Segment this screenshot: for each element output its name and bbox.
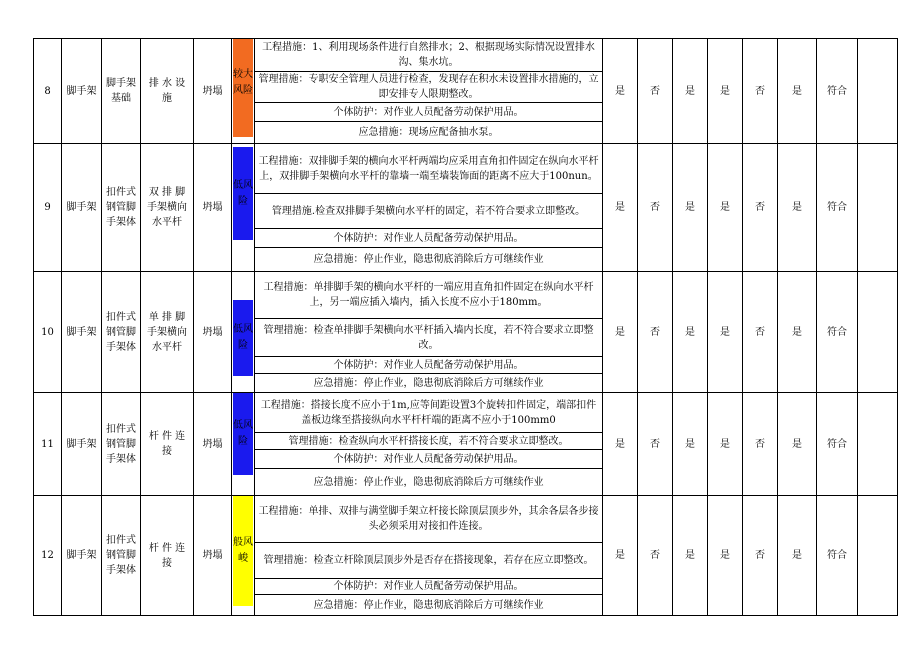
risk-table <box>33 38 898 616</box>
measure-engineering: 工程措施：单排脚手架的横向水平杆的一端应用直角扣件固定在纵向水平杆上，另一端应插入墙内，插入长度不应小于180mm。 <box>255 272 603 319</box>
measure-ppe: 个体防护：对作业人员配备劳动保护用品。 <box>255 229 603 248</box>
check-value-6: 是 <box>778 393 817 496</box>
subcategory-cell: 扣件式钢管脚手架体 <box>102 144 141 272</box>
check-value-4: 是 <box>708 144 743 272</box>
check-item-cell: 单 排 脚手架横向水平杆 <box>141 272 194 393</box>
hazard-cell: 坍塌 <box>194 272 232 393</box>
measure-management: 管理措施：检查单排脚手架横向水平杆插入墙内长度，若不符合要求立即整改。 <box>255 319 603 357</box>
measure-management: 管理措施.检查双排脚手架横向水平杆的固定，若不符合要求立即整改。 <box>255 194 603 229</box>
remark-cell <box>858 144 898 272</box>
table-row <box>34 39 898 72</box>
check-value-5: 否 <box>743 144 778 272</box>
remark-cell <box>858 272 898 393</box>
hazard-cell: 坍塌 <box>194 39 232 144</box>
check-value-5: 否 <box>743 39 778 144</box>
remark-cell <box>858 393 898 496</box>
check-item-cell: 杆 件 连接 <box>141 496 194 616</box>
hazard-cell: 坍塌 <box>194 144 232 272</box>
category-cell: 脚手架 <box>62 39 102 144</box>
check-item-cell: 杆 件 连接 <box>141 393 194 496</box>
result-cell: 符合 <box>817 144 858 272</box>
row-number: 9 <box>34 144 62 272</box>
table-row <box>34 393 898 433</box>
measure-management: 管理措施：检查纵向水平杆搭接长度，若不符合要求立即整改。 <box>255 433 603 450</box>
measure-engineering: 工程措施：单排、双排与满堂脚手架立杆接长除顶层顶步外，其余各层各步接头必须采用对接扣件连接。 <box>255 496 603 543</box>
check-value-2: 否 <box>638 393 673 496</box>
measure-engineering: 工程措施：搭接长度不应小于1m,应等间距设置3个旋转扣件固定，端部扣件盖板边缘至搭接纵向水平杆杆端的距离不应小于100mm0 <box>255 393 603 433</box>
result-cell: 符合 <box>817 39 858 144</box>
check-value-3: 是 <box>673 272 708 393</box>
measure-emergency: 应急措施：停止作业，隐患彻底消除后方可继续作业 <box>255 248 603 272</box>
row-number: 12 <box>34 496 62 616</box>
measure-engineering: 工程措施：1、利用现场条件进行自然排水；2、根据现场实际情况设置排水沟、集水坑。 <box>255 39 603 72</box>
result-cell: 符合 <box>817 496 858 616</box>
measure-ppe: 个体防护：对作业人员配备劳动保护用品。 <box>255 357 603 374</box>
risk-level-badge: 低风险 <box>233 300 253 376</box>
category-cell: 脚手架 <box>62 144 102 272</box>
measure-engineering: 工程措施：双排脚手架的横向水平杆两端均应采用直角扣件固定在纵向水平杆上，双排脚手架横向水平杆的靠墙一端至墙装饰面的距离不应大于100nun。 <box>255 144 603 194</box>
risk-level-badge: 低风险 <box>233 393 253 475</box>
table-row <box>34 272 898 319</box>
subcategory-cell: 脚手架基础 <box>102 39 141 144</box>
measure-emergency: 应急措施：现场应配备抽水泵。 <box>255 122 603 144</box>
measure-ppe: 个体防护：对作业人员配备劳动保护用品。 <box>255 450 603 469</box>
risk-level-cell <box>232 496 255 616</box>
risk-level-cell <box>232 272 255 393</box>
check-value-6: 是 <box>778 496 817 616</box>
check-value-1: 是 <box>603 144 638 272</box>
check-value-2: 否 <box>638 272 673 393</box>
subcategory-cell: 扣件式钢管脚手架体 <box>102 496 141 616</box>
check-value-1: 是 <box>603 272 638 393</box>
check-value-3: 是 <box>673 393 708 496</box>
row-number: 11 <box>34 393 62 496</box>
table-row <box>34 144 898 194</box>
measure-emergency: 应急措施：停止作业，隐患彻底消除后方可继续作业 <box>255 374 603 393</box>
risk-level-badge: 低风险 <box>233 147 253 240</box>
remark-cell <box>858 39 898 144</box>
measure-management: 管理措施：专职安全管理人员进行检查，发现存在积水未设置排水措施的，立即安排专人限期整改。 <box>255 72 603 103</box>
check-value-4: 是 <box>708 272 743 393</box>
check-value-3: 是 <box>673 144 708 272</box>
risk-level-cell <box>232 39 255 144</box>
check-value-6: 是 <box>778 39 817 144</box>
hazard-cell: 坍塌 <box>194 496 232 616</box>
check-item-cell: 双 排 脚手架横向水平杆 <box>141 144 194 272</box>
category-cell: 脚手架 <box>62 272 102 393</box>
subcategory-cell: 扣件式钢管脚手架体 <box>102 272 141 393</box>
row-number: 8 <box>34 39 62 144</box>
risk-level-cell <box>232 393 255 496</box>
result-cell: 符合 <box>817 393 858 496</box>
hazard-cell: 坍塌 <box>194 393 232 496</box>
check-item-cell: 排 水 设施 <box>141 39 194 144</box>
risk-level-badge: 般风峻 <box>233 496 253 606</box>
table-row <box>34 496 898 543</box>
check-value-2: 否 <box>638 496 673 616</box>
remark-cell <box>858 496 898 616</box>
check-value-4: 是 <box>708 39 743 144</box>
measure-ppe: 个体防护：对作业人员配备劳动保护用品。 <box>255 103 603 122</box>
category-cell: 脚手架 <box>62 393 102 496</box>
row-number: 10 <box>34 272 62 393</box>
subcategory-cell: 扣件式钢管脚手架体 <box>102 393 141 496</box>
risk-table-body <box>34 39 898 616</box>
check-value-2: 否 <box>638 39 673 144</box>
check-value-5: 否 <box>743 496 778 616</box>
measure-emergency: 应急措施：停止作业，隐患彻底消除后方可继续作业 <box>255 469 603 496</box>
check-value-1: 是 <box>603 393 638 496</box>
check-value-1: 是 <box>603 496 638 616</box>
risk-level-badge: 较大风险 <box>233 39 253 137</box>
risk-level-cell <box>232 144 255 272</box>
check-value-2: 否 <box>638 144 673 272</box>
check-value-3: 是 <box>673 39 708 144</box>
check-value-5: 否 <box>743 272 778 393</box>
result-cell: 符合 <box>817 272 858 393</box>
measure-management: 管理措施：检查立杆除顶层顶步外是否存在搭接现象，若存在应立即整改。 <box>255 543 603 579</box>
check-value-4: 是 <box>708 393 743 496</box>
measure-emergency: 应急措施：停止作业，隐患彻底消除后方可继续作业 <box>255 595 603 616</box>
check-value-3: 是 <box>673 496 708 616</box>
check-value-6: 是 <box>778 144 817 272</box>
check-value-4: 是 <box>708 496 743 616</box>
check-value-5: 否 <box>743 393 778 496</box>
check-value-6: 是 <box>778 272 817 393</box>
measure-ppe: 个体防护：对作业人员配备劳动保护用品。 <box>255 579 603 595</box>
check-value-1: 是 <box>603 39 638 144</box>
category-cell: 脚手架 <box>62 496 102 616</box>
